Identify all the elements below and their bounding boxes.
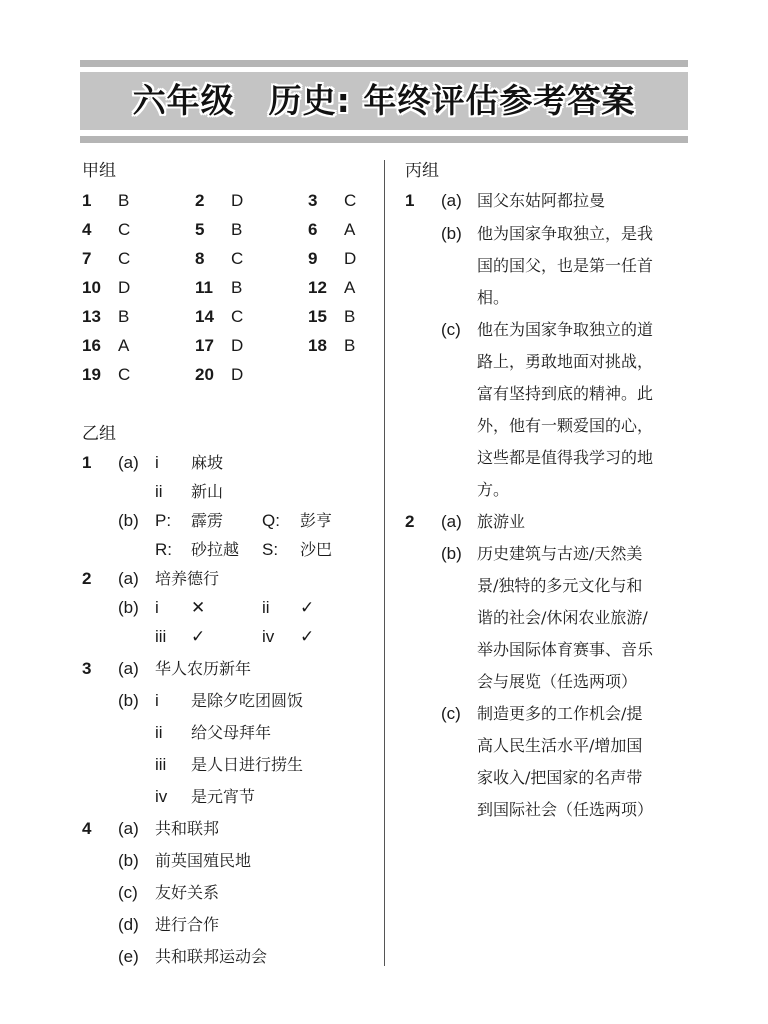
- answer-line: 到国际社会（任选两项）: [477, 800, 654, 819]
- answer-number: 10: [82, 278, 101, 297]
- map-label: P:: [155, 511, 172, 530]
- answer-text: 国父东姑阿都拉曼: [477, 191, 606, 210]
- answer-number: 19: [82, 365, 101, 384]
- answer-letter: D: [231, 191, 244, 210]
- answer-text: 友好关系: [155, 883, 220, 902]
- section-a-heading: 甲组: [82, 161, 116, 181]
- answer-text: 霹雳: [191, 511, 224, 530]
- answer-letter: C: [118, 365, 131, 384]
- answer-number: 20: [195, 365, 214, 384]
- title-banner: [80, 60, 688, 144]
- column-divider: [384, 160, 385, 966]
- answer-text: 是除夕吃团圆饭: [191, 691, 304, 710]
- answer-letter: D: [118, 278, 131, 297]
- answer-line: 他为国家争取独立，是我: [477, 224, 654, 243]
- roman-label: i: [155, 691, 159, 710]
- answer-number: 5: [195, 220, 205, 239]
- answer-text: 旅游业: [477, 512, 526, 531]
- answer-letter: D: [231, 365, 244, 384]
- question-number: 1: [405, 191, 415, 210]
- answer-text: 华人农历新年: [155, 659, 252, 678]
- answer-text: 沙巴: [300, 540, 333, 559]
- roman-label: iii: [155, 627, 167, 646]
- roman-label: i: [155, 453, 159, 472]
- sub-label: (b): [118, 691, 139, 710]
- check-mark-icon: ✓: [300, 627, 315, 647]
- answer-line: 家收入/把国家的名声带: [477, 768, 643, 787]
- answer-line: 景/独特的多元文化与和: [477, 576, 643, 595]
- answer-text: 新山: [191, 482, 224, 501]
- sub-label: (c): [441, 320, 461, 339]
- map-label: Q:: [262, 511, 280, 530]
- sub-label: (a): [118, 659, 139, 678]
- roman-label: i: [155, 598, 159, 617]
- answer-text: 彭亨: [300, 511, 333, 530]
- answer-line: 历史建筑与古迹/天然美: [477, 544, 643, 563]
- banner-bottom-band: [80, 136, 688, 143]
- check-mark-icon: ✓: [300, 598, 315, 618]
- answer-line: 方。: [477, 480, 510, 499]
- question-number: 4: [82, 819, 92, 838]
- answer-text: 是元宵节: [191, 787, 256, 806]
- answer-letter: B: [231, 278, 243, 297]
- roman-label: ii: [155, 723, 163, 742]
- answer-letter: C: [344, 191, 357, 210]
- roman-label: ii: [262, 598, 270, 617]
- answer-letter: A: [344, 220, 356, 239]
- answer-line: 国的国父，也是第一任首: [477, 256, 654, 275]
- question-number: 1: [82, 453, 92, 472]
- sub-label: (c): [118, 883, 138, 902]
- answer-number: 16: [82, 336, 101, 355]
- answer-number: 6: [308, 220, 318, 239]
- section-c-heading: 丙组: [405, 161, 439, 181]
- answer-text: 共和联邦运动会: [155, 947, 268, 966]
- answer-text: 前英国殖民地: [155, 851, 252, 870]
- sub-label: (c): [441, 704, 461, 723]
- question-number: 2: [82, 569, 92, 588]
- sub-label: (d): [118, 915, 139, 934]
- map-label: S:: [262, 540, 279, 559]
- answer-text: 砂拉越: [191, 540, 240, 559]
- answer-number: 14: [195, 307, 214, 326]
- sub-label: (b): [118, 511, 139, 530]
- answer-line: 富有坚持到底的精神。此: [477, 384, 654, 403]
- answer-line: 制造更多的工作机会/提: [477, 704, 643, 723]
- answer-number: 9: [308, 249, 318, 268]
- answer-text: 进行合作: [155, 915, 220, 934]
- answer-text: 共和联邦: [155, 819, 220, 838]
- answer-line: 外，他有一颗爱国的心，: [477, 416, 654, 435]
- map-label: R:: [155, 540, 172, 559]
- answer-letter: B: [344, 307, 356, 326]
- answer-letter: C: [231, 249, 244, 268]
- cross-mark-icon: ✕: [191, 598, 206, 618]
- answer-text: 麻坡: [191, 453, 224, 472]
- answer-text: 培养德行: [155, 569, 220, 588]
- answer-line: 会与展览（任选两项）: [477, 672, 638, 691]
- answer-letter: C: [118, 220, 131, 239]
- sub-label: (a): [118, 569, 139, 588]
- roman-label: ii: [155, 482, 163, 501]
- answer-number: 7: [82, 249, 92, 268]
- answer-number: 17: [195, 336, 214, 355]
- sub-label: (b): [118, 851, 139, 870]
- answer-letter: C: [231, 307, 244, 326]
- answer-letter: B: [344, 336, 356, 355]
- roman-label: iii: [155, 755, 167, 774]
- sub-label: (b): [118, 598, 139, 617]
- sub-label: (a): [118, 819, 139, 838]
- answer-line: 这些都是值得我学习的地: [477, 448, 654, 467]
- answer-line: 高人民生活水平/增加国: [477, 736, 643, 755]
- banner-top-band: [80, 60, 688, 67]
- sub-label: (e): [118, 947, 139, 966]
- answer-line: 举办国际体育赛事、音乐: [477, 640, 654, 659]
- sub-label: (a): [441, 191, 462, 210]
- roman-label: iv: [262, 627, 275, 646]
- sub-label: (b): [441, 224, 462, 243]
- answer-number: 8: [195, 249, 205, 268]
- sub-label: (a): [441, 512, 462, 531]
- answer-number: 11: [195, 278, 213, 297]
- section-b-heading: 乙组: [82, 424, 116, 444]
- answer-letter: B: [118, 307, 130, 326]
- check-mark-icon: ✓: [191, 627, 206, 647]
- answer-letter: B: [231, 220, 243, 239]
- answer-letter: D: [344, 249, 357, 268]
- page-title: 六年级 历史: 年终评估参考答案: [132, 81, 636, 120]
- answer-number: 12: [308, 278, 327, 297]
- question-number: 2: [405, 512, 415, 531]
- answer-text: 给父母拜年: [191, 723, 272, 742]
- answer-line: 相。: [477, 288, 510, 307]
- answer-line: 谐的社会/休闲农业旅游/: [477, 608, 648, 627]
- question-number: 3: [82, 659, 92, 678]
- answer-line: 他在为国家争取独立的道: [477, 320, 654, 339]
- answer-letter: A: [118, 336, 130, 355]
- answer-number: 3: [308, 191, 318, 210]
- answer-text: 是人日进行捞生: [191, 755, 304, 774]
- answer-number: 4: [82, 220, 92, 239]
- answer-number: 2: [195, 191, 205, 210]
- sub-label: (b): [441, 544, 462, 563]
- answer-number: 13: [82, 307, 101, 326]
- answer-number: 1: [82, 191, 92, 210]
- answer-line: 路上，勇敢地面对挑战，: [477, 352, 654, 371]
- roman-label: iv: [155, 787, 168, 806]
- answer-letter: D: [231, 336, 244, 355]
- answer-letter: C: [118, 249, 131, 268]
- sub-label: (a): [118, 453, 139, 472]
- answer-letter: A: [344, 278, 356, 297]
- answer-number: 18: [308, 336, 327, 355]
- answer-number: 15: [308, 307, 327, 326]
- answer-letter: B: [118, 191, 130, 210]
